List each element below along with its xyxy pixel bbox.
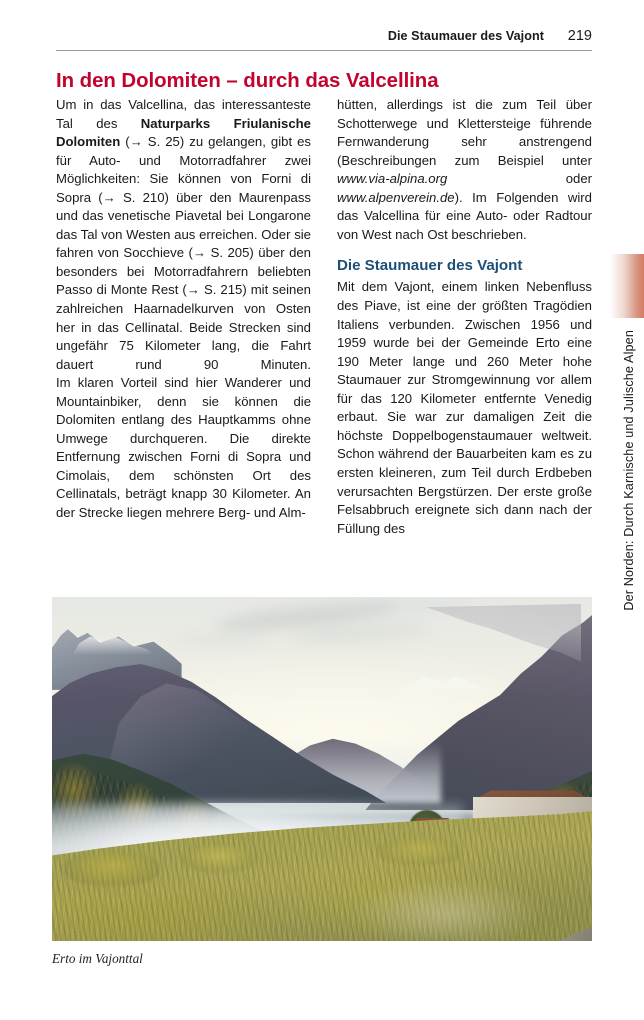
running-header bbox=[56, 28, 592, 50]
text-run: Um in das Valcellina, das interessanteste Tal des bbox=[56, 97, 311, 131]
figure-caption: Erto im Vajonttal bbox=[52, 951, 143, 966]
meadow-shrub bbox=[376, 838, 462, 866]
url-via-alpina: www.via-alpina.org bbox=[337, 171, 448, 187]
chapter-tab-label bbox=[618, 330, 640, 660]
figure-image bbox=[52, 597, 592, 941]
bold-run-naturpark: Naturparks Friulanische Dolomiten bbox=[56, 115, 311, 150]
column-left bbox=[56, 96, 311, 596]
url-alpenverein: www.alpenverein.de bbox=[337, 189, 455, 205]
meadow-shrub bbox=[63, 852, 160, 886]
paragraph-left-2: Im klaren Vorteil sind hier Wanderer und Mountainbiker, denn sie können die Dolomiten entlang des Hauptkamms ohne Umwege durchqueren. Die direkte Entfernung zwischen Forni di Sopra und Cimolais, dem schönsten Ort des Cellinatals, beträgt knapp 30 Kilometer. An der Strecke liegen mehrere Berg- und Alm- bbox=[56, 375, 311, 521]
paragraph-right-2: Mit dem Vajont, einem linken Nebenfluss des Piave, ist eine der größten Tragödien Italiens verbunden. Zwischen 1956 und 1959 wurde bei der Gemeinde Erto eine 190 Meter lange und 260 Meter hohe Staumauer zur Stromgewinnung vor allem für das 120 Kilometer entfernte Venedig erbaut. Sie war zur damaligen Zeit die höchste Doppelbogenstaumauer weltweit. Schon während der Bauarbeiten kam es zu ersten kleineren, zum Teil durch Erdbeben verursachten Bergstürzen. Der erste große Felsabbruch ereignete sich dann nach der Füllung des bbox=[337, 279, 592, 536]
chapter-tab-text: Der Norden: Durch Karnische und Julische Alpen bbox=[622, 330, 636, 611]
chapter-tab-marker bbox=[610, 254, 644, 318]
meadow-path bbox=[333, 872, 560, 941]
body-columns bbox=[56, 96, 592, 596]
meadow-shrub bbox=[182, 845, 258, 873]
figure bbox=[52, 597, 592, 941]
section-subheading: Die Staumauer des Vajont bbox=[337, 257, 523, 275]
text-run: ). Im Folgenden wird das Valcellina für eine Auto- oder Radtour von West nach Ost beschrieben. bbox=[337, 189, 592, 242]
header-rule bbox=[56, 50, 592, 51]
running-header-title: Die Staumauer des Vajont bbox=[387, 29, 544, 43]
column-right bbox=[337, 96, 592, 596]
page-title: In den Dolomiten – durch das Valcellina bbox=[56, 69, 439, 92]
page-number: 219 bbox=[567, 28, 592, 44]
cloud bbox=[171, 635, 268, 645]
text-run: oder bbox=[447, 171, 592, 187]
text-run: (→ S. 25) zu gelangen, gibt es für Auto- und Motorradfahrer zwei Möglichkeiten: Sie können von Forni di Sopra (→ S. 210) über den Maurenpass und das venetische Piavetal bei Longarone das Tal von Westen aus erreichen. Oder sie fahren von Socchieve (→ S. 205) über den besonders bei Motorradfahrern beliebten Passo di Monte Rest (→ S. 215) mit seinen zahlreichen Haarnadelkurven von Osten her in das Cellinatal. Beide Strecken sind ungefähr 75 Kilometer lang, die Fahrt dauert rund 90 Minuten. bbox=[56, 134, 311, 372]
text-run: hütten, allerdings ist die zum Teil über Schotterwege und Klettersteige führende Fernwanderung sehr anstrengend (Beschreibungen zum Beispiel unter bbox=[337, 97, 592, 168]
paragraph-right-1 bbox=[337, 96, 592, 244]
paragraph-left-1 bbox=[56, 96, 311, 374]
